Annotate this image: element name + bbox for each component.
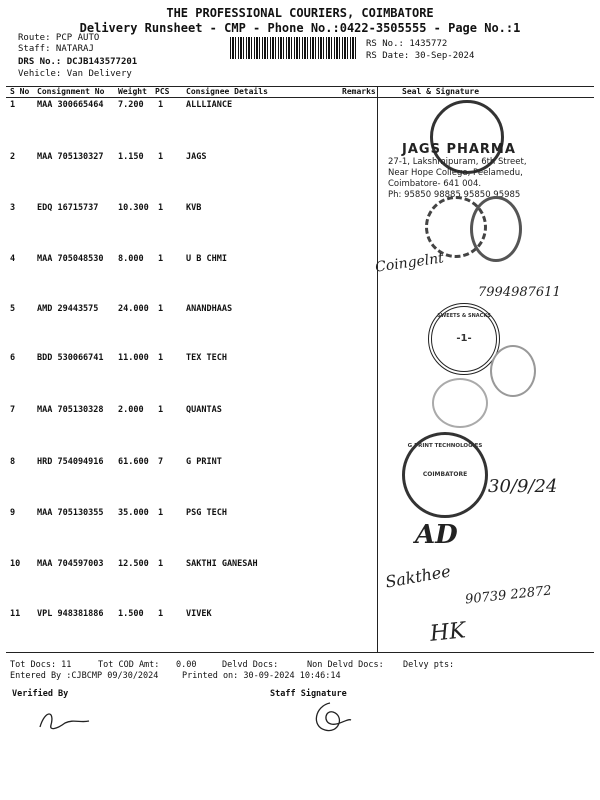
- verifier-signature: [35, 705, 95, 735]
- col-seal: Seal & Signature: [402, 87, 480, 96]
- cell-sno: 3: [10, 203, 16, 213]
- cell-consignment: AMD 29443575: [37, 304, 99, 314]
- col-consignee: Consignee Details: [186, 87, 268, 96]
- route-label: Route: PCP AUTO: [18, 33, 100, 43]
- textech-stamp: [490, 345, 536, 397]
- cell-weight: 2.000: [118, 405, 144, 415]
- jags-stamp: [388, 142, 548, 201]
- cell-weight: 8.000: [118, 254, 144, 264]
- cell-weight: 61.600: [118, 457, 149, 467]
- cell-weight: 1.500: [118, 609, 144, 619]
- cell-pcs: 7: [158, 457, 164, 467]
- vehicle-label: Vehicle: Van Delivery: [18, 69, 132, 79]
- cell-consignee: ALLLIANCE: [186, 100, 233, 110]
- cell-consignment: VPL 948381886: [37, 609, 104, 619]
- rs-date: RS Date: 30-Sep-2024: [366, 51, 475, 61]
- row11-signature: HK: [428, 618, 467, 647]
- cell-consignee: G PRINT: [186, 457, 222, 467]
- cell-consignment: BDD 530066741: [37, 353, 104, 363]
- cell-pcs: 1: [158, 203, 164, 213]
- cell-pcs: 1: [158, 353, 164, 363]
- cell-pcs: 1: [158, 559, 164, 569]
- col-sno: S No: [10, 87, 30, 96]
- cell-weight: 1.150: [118, 152, 144, 162]
- cell-pcs: 1: [158, 609, 164, 619]
- cell-consignment: EDQ 16715737: [37, 203, 99, 213]
- cell-consignee: KVB: [186, 203, 202, 213]
- cell-sno: 5: [10, 304, 16, 314]
- remarks-seal-divider: [377, 86, 378, 652]
- col-weight: Weight: [118, 87, 147, 96]
- cell-weight: 11.000: [118, 353, 149, 363]
- jags-stamp-phone: Ph: 95850 98885 95850 95985: [388, 190, 521, 200]
- cell-consignment: HRD 754094916: [37, 457, 104, 467]
- col-remarks: Remarks: [342, 87, 376, 96]
- snacks-stamp-center: -1-: [456, 333, 472, 344]
- cell-consignee: U B CHMI: [186, 254, 227, 264]
- snacks-stamp: [428, 303, 500, 375]
- cell-sno: 4: [10, 254, 16, 264]
- cell-consignment: MAA 705130355: [37, 508, 104, 518]
- cell-sno: 11: [10, 609, 21, 619]
- cell-sno: 8: [10, 457, 16, 467]
- cell-consignment: MAA 705130328: [37, 405, 104, 415]
- staff-signature-mark: [305, 698, 355, 738]
- cell-consignee: SAKTHI GANESAH: [186, 559, 258, 569]
- cell-pcs: 1: [158, 304, 164, 314]
- total-cod-label: Tot COD Amt:: [98, 660, 160, 670]
- total-docs: Tot Docs: 11: [10, 660, 72, 670]
- verified-by-label: Verified By: [12, 689, 69, 699]
- cell-sno: 7: [10, 405, 16, 415]
- snacks-stamp-top: SWEETS & SNACKS: [437, 313, 491, 319]
- kvb-stamp-2: [470, 196, 522, 262]
- delivered-docs: Delvd Docs:: [222, 660, 279, 670]
- company-title: THE PROFESSIONAL COURIERS, COIMBATORE: [166, 6, 434, 20]
- jags-stamp-addr1: 27-1, Lakshmipuram, 6th Street,: [388, 157, 527, 167]
- col-pcs: PCS: [155, 87, 170, 96]
- cell-consignment: MAA 300665464: [37, 100, 104, 110]
- cell-weight: 12.500: [118, 559, 149, 569]
- row10-signature: Sakthee: [383, 561, 453, 592]
- cell-consignment: MAA 705130327: [37, 152, 104, 162]
- cell-consignee: JAGS: [186, 152, 207, 162]
- jags-stamp-addr3: Coimbatore- 641 004.: [388, 179, 482, 189]
- cell-pcs: 1: [158, 254, 164, 264]
- cell-pcs: 1: [158, 100, 164, 110]
- gprint-stamp-center: COIMBATORE: [422, 471, 468, 478]
- gprint-stamp: [402, 432, 488, 518]
- row5-phone: 7994987611: [478, 285, 561, 300]
- cell-consignee: VIVEK: [186, 609, 212, 619]
- cell-consignee: ANANDHAAS: [186, 304, 233, 314]
- staff-label: Staff: NATARAJ: [18, 44, 94, 54]
- cell-sno: 6: [10, 353, 16, 363]
- row10-phone: 90739 22872: [464, 583, 553, 608]
- runsheet-title: Delivery Runsheet - CMP - Phone No.:0422-3505555 - Page No.:1: [79, 21, 521, 35]
- table-header-rule: [6, 97, 594, 98]
- staff-signature-label: Staff Signature: [270, 689, 347, 699]
- jags-stamp-addr2: Near Hope College, Peelamedu,: [388, 168, 523, 178]
- drs-number: DRS No.: DCJB143577201: [18, 57, 138, 67]
- cell-sno: 9: [10, 508, 16, 518]
- cell-weight: 24.000: [118, 304, 149, 314]
- cell-weight: 7.200: [118, 100, 144, 110]
- cell-consignment: MAA 704597003: [37, 559, 104, 569]
- cell-sno: 1: [10, 100, 16, 110]
- non-delivered-docs: Non Delvd Docs:: [307, 660, 384, 670]
- cell-weight: 35.000: [118, 508, 149, 518]
- col-consignment: Consignment No: [37, 87, 105, 96]
- cell-pcs: 1: [158, 508, 164, 518]
- table-bottom-rule: [6, 652, 594, 653]
- jags-stamp-name: JAGS PHARMA: [402, 142, 516, 157]
- entered-by: Entered By :CJBCMP 09/30/2024: [10, 671, 159, 681]
- cell-consignee: QUANTAS: [186, 405, 222, 415]
- barcode: [230, 37, 358, 59]
- delivery-points: Delvy pts:: [403, 660, 455, 670]
- rs-number: RS No.: 1435772: [366, 39, 448, 49]
- printed-on: Printed on: 30-09-2024 10:46:14: [182, 671, 341, 681]
- row9-signature: AD: [415, 520, 458, 550]
- row8-date: 30/9/24: [488, 476, 558, 497]
- gprint-stamp-top: G PRINT TECHNOLOGIES: [407, 443, 483, 449]
- cell-sno: 2: [10, 152, 16, 162]
- cell-consignee: TEX TECH: [186, 353, 227, 363]
- cell-weight: 10.300: [118, 203, 149, 213]
- row4-signature: Coingelnt: [374, 250, 445, 276]
- cell-consignment: MAA 705048530: [37, 254, 104, 264]
- cell-consignee: PSG TECH: [186, 508, 227, 518]
- cell-pcs: 1: [158, 152, 164, 162]
- cell-sno: 10: [10, 559, 21, 569]
- quantas-stamp: [432, 378, 488, 428]
- total-cod-amount: 0.00: [176, 660, 197, 670]
- cell-pcs: 1: [158, 405, 164, 415]
